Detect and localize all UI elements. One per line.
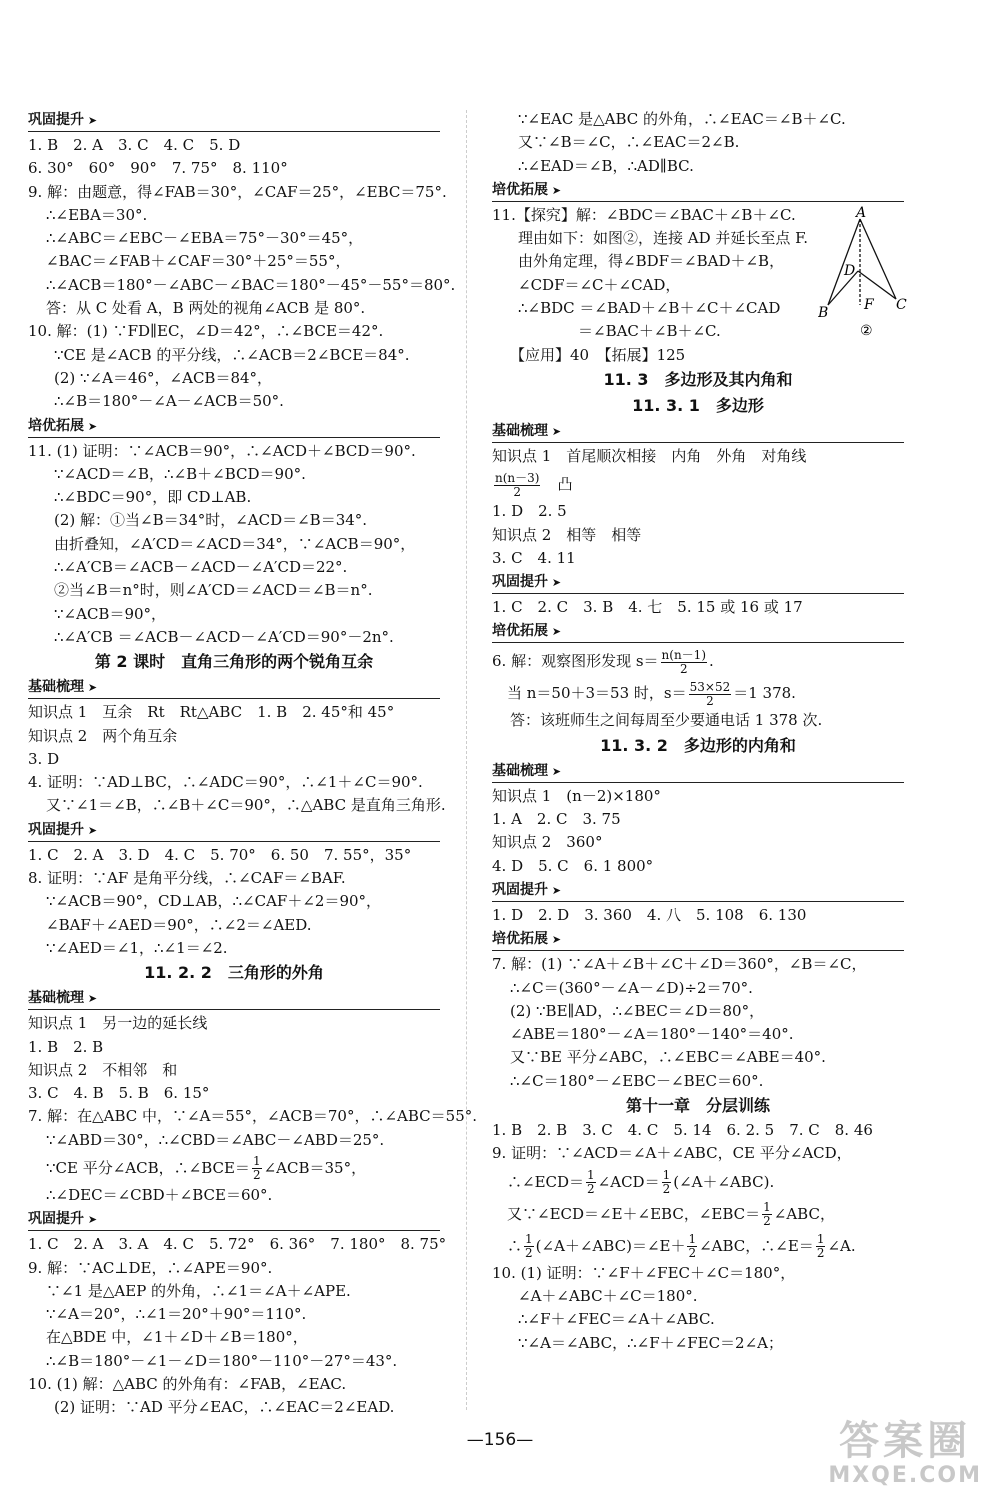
label-a: A: [856, 205, 867, 221]
section-header: 培优拓展 ➤: [492, 180, 904, 202]
text-segment: 凸: [542, 475, 573, 494]
label-d: D: [844, 263, 856, 279]
numerator: 1: [688, 1232, 697, 1247]
fraction: [762, 1201, 772, 1228]
page-number: —156—: [466, 1430, 534, 1450]
answer-line: 又∵BE 平分∠ABC，∴∠EBC＝∠ABE＝40°.: [510, 1048, 826, 1067]
answer-line: 11. (1) 证明：∵∠ACB＝90°，∴∠ACD＋∠BCD＝90°.: [28, 441, 416, 460]
answer-line: 9. 解：∵AC⊥DE，∴∠APE＝90°.: [28, 1258, 273, 1277]
answer-line: (2) 解：①当∠B＝34°时，∠ACD＝∠B＝34°.: [54, 511, 368, 530]
text-segment: ∵CE 平分∠ACB，∴∠BCE＝: [46, 1158, 250, 1177]
answer-line: ∴∠ABC＝∠EBC－∠EBA＝75°－30°＝45°，: [46, 229, 364, 248]
answer-line: 10. 解：(1) ∵FD∥EC，∠D＝42°，∴∠BCE＝42°.: [28, 322, 384, 341]
numerator: 53×52: [689, 679, 731, 694]
text-segment: 又∵∠ECD＝∠E＋∠EBC，∠EBC＝: [492, 1204, 761, 1223]
section-header: 基础梳理 ➤: [492, 761, 904, 783]
watermark: [828, 1419, 982, 1488]
text-segment: 当 n＝50＋3＝53 时，s＝: [492, 684, 687, 703]
answer-line: 3. D: [28, 749, 60, 768]
section-header: 基础梳理 ➤: [28, 677, 440, 699]
answer-line: ∴∠ACB＝180°－∠ABC－∠BAC＝180°－45°－55°＝80°.: [46, 275, 456, 294]
answer-line: ∴∠BDC＝90°，即 CD⊥AB.: [54, 488, 252, 507]
section-header: 巩固提升 ➤: [492, 572, 904, 594]
answer-line: ＝∠BAC＋∠B＋∠C.: [518, 322, 721, 341]
label-f: F: [864, 297, 874, 313]
numerator: 1: [763, 1200, 771, 1215]
answer-line: [492, 677, 904, 709]
answer-line: 1. D 2. 5: [492, 502, 567, 521]
answer-line: 3. C 4. B 5. B 6. 15°: [28, 1084, 210, 1103]
answer-line: (2) 证明：∵AD 平分∠EAC，∴∠EAC＝2∠EAD.: [54, 1398, 395, 1417]
answer-line: ∴∠F＋∠FEC＝∠A＋∠ABC.: [518, 1310, 715, 1329]
label-figure-number: ②: [860, 323, 873, 339]
answer-line: ∵∠ACB＝90°，CD⊥AB，∴∠CAF＋∠2＝90°，: [46, 892, 382, 911]
answer-line: 9. 解：由题意，得∠FAB＝30°，∠CAF＝25°，∠EBC＝75°.: [28, 182, 447, 201]
answer-line: 10. (1) 解：△ABC 的外角有：∠FAB，∠EAC.: [28, 1375, 347, 1394]
denominator: 2: [587, 1182, 595, 1197]
answer-line: 知识点 2 360°: [492, 833, 603, 852]
answer-line: ∵∠A＝20°，∴∠1＝20°＋90°＝110°.: [46, 1305, 307, 1324]
answer-line: 知识点 2 不相邻 和: [28, 1060, 178, 1079]
answer-line: [492, 645, 904, 677]
section-header: 巩固提升 ➤: [28, 110, 440, 132]
answer-line: 知识点 2 两个角互余: [28, 726, 178, 745]
numerator: n(n－3): [495, 470, 540, 485]
answer-line: [492, 1166, 904, 1198]
section-header: 基础梳理 ➤: [492, 421, 904, 443]
fraction: [252, 1155, 262, 1182]
answer-line: 由外角定理，得∠BDF＝∠BAD＋∠B，: [518, 252, 785, 271]
numerator: 1: [662, 1168, 671, 1183]
answer-line: 在△BDE 中，∠1＋∠D＋∠B＝180°，: [46, 1328, 308, 1347]
answer-line: ∠BAC＝∠FAB＋∠CAF＝30°＋25°＝55°，: [46, 252, 351, 271]
answer-line: 1. C 2. C 3. B 4. 七 5. 15 或 16 或 17: [492, 598, 803, 617]
text-segment: ∠ABC，: [773, 1204, 835, 1223]
answer-line: ∵∠ACB＝90°，: [54, 604, 167, 623]
text-segment: ＝1 378.: [733, 684, 796, 703]
answer-line: ∵∠AED＝∠1，∴∠1＝∠2.: [46, 938, 228, 957]
answer-line: [492, 468, 904, 500]
answer-line: [492, 1230, 904, 1262]
answer-line: ∠ABE＝180°－∠A＝180°－140°＝40°.: [510, 1025, 794, 1044]
answer-line: 理由如下：如图②，连接 AD 并延长至点 F.: [518, 229, 809, 248]
text-segment: ∠ACD＝: [597, 1172, 660, 1191]
answer-line: 知识点 1 另一边的延长线: [28, 1014, 208, 1033]
answer-line: ∴∠BDC ＝∠BAD＋∠B＋∠C＋∠CAD: [518, 299, 781, 318]
section-header: 巩固提升 ➤: [28, 820, 440, 842]
fraction: [816, 1233, 826, 1260]
answer-line: 6. 30° 60° 90° 7. 75° 8. 110°: [28, 159, 288, 178]
answer-line: 8. 证明：∵AF 是角平分线，∴∠CAF＝∠BAF.: [28, 869, 346, 888]
denominator: 2: [662, 1182, 671, 1197]
answer-line: ∴∠EAD＝∠B，∴AD∥BC.: [518, 156, 694, 175]
fraction: [687, 1233, 697, 1260]
answer-line: 又∵∠1＝∠B，∴∠B＋∠C＝90°，∴△ABC 是直角三角形.: [46, 796, 446, 815]
fraction: [524, 1233, 534, 1260]
answer-line: (2) ∵∠A＝46°，∠ACB＝84°，: [54, 368, 273, 387]
lesson-title: 第十一章 分层训练: [625, 1096, 770, 1116]
fraction: [494, 472, 540, 499]
section-header: 基础梳理 ➤: [28, 988, 440, 1010]
text-segment: ∠A.: [827, 1236, 856, 1255]
answer-line: ∠A＋∠ABC＋∠C＝180°.: [518, 1286, 698, 1305]
answer-line: ∴∠EBA＝30°.: [46, 205, 148, 224]
lesson-title: 11. 3. 2 多边形的内角和: [600, 735, 796, 755]
answer-line: 知识点 1 互余 Rt Rt△ABC 1. B 2. 45°和 45°: [28, 703, 395, 722]
text-segment: ∠ACB＝35°，: [263, 1158, 367, 1177]
section-header: 巩固提升 ➤: [28, 1209, 440, 1231]
text-segment: 6. 解：观察图形发现 s＝: [492, 652, 659, 671]
section-header: 培优拓展 ➤: [492, 621, 904, 643]
answer-line: ∴∠C＝(360°－∠A－∠D)÷2＝70°.: [510, 978, 753, 997]
numerator: 1: [587, 1168, 595, 1183]
answer-line: ∵∠ABD＝30°，∴∠CBD＝∠ABC－∠ABD＝25°.: [46, 1130, 385, 1149]
numerator: 1: [525, 1232, 533, 1247]
answer-line: 知识点 1 (n－2)×180°: [492, 786, 661, 805]
answer-line: [28, 1152, 440, 1184]
label-c: C: [896, 297, 907, 313]
fraction: [689, 681, 732, 708]
answer-line: 10. (1) 证明：∵∠F＋∠FEC＋∠C＝180°，: [492, 1263, 796, 1282]
section-header: 培优拓展 ➤: [28, 416, 440, 438]
denominator: 2: [679, 661, 688, 676]
label-b: B: [818, 305, 829, 321]
answer-line: ∴∠DEC＝∠CBD＋∠BCE＝60°.: [46, 1185, 273, 1204]
answer-line: ∴∠A′CB ＝∠ACB－∠ACD－∠A′CD＝90°－2n°.: [54, 627, 394, 646]
answer-line: 1. B 2. B 3. C 4. C 5. 14 6. 2. 5 7. C 8. 46: [492, 1121, 873, 1140]
answer-line: 1. C 2. A 3. A 4. C 5. 72° 6. 36° 7. 180° 8. 75°: [28, 1235, 447, 1254]
answer-line: 1. B 2. A 3. C 4. C 5. D: [28, 136, 241, 154]
text-segment: .: [709, 652, 714, 671]
denominator: 2: [688, 1246, 697, 1261]
denominator: 2: [252, 1168, 261, 1183]
section-header: 培优拓展 ➤: [492, 929, 904, 951]
watermark-url: MXQE.COM: [828, 1463, 982, 1488]
numerator: 1: [252, 1154, 261, 1169]
answer-line: 3. C 4. 11: [492, 548, 576, 567]
lesson-title: 第 2 课时 直角三角形的两个锐角互余: [94, 652, 374, 672]
column-divider: [466, 110, 467, 1410]
answer-line: (2) ∵BE∥AD，∴∠BEC＝∠D＝80°，: [510, 1001, 765, 1020]
answer-line: ∵∠A＝∠ABC，∴∠F＋∠FEC＝2∠A；: [518, 1333, 783, 1352]
text-segment: (∠A＋∠ABC).: [673, 1172, 775, 1191]
triangle-figure: [818, 205, 908, 355]
answer-line: 又∵∠B＝∠C，∴∠EAC＝2∠B.: [518, 133, 740, 152]
numerator: 1: [816, 1232, 825, 1247]
answer-line: ∴∠A′CB＝∠ACB－∠ACD－∠A′CD＝22°.: [54, 558, 348, 577]
denominator: 2: [525, 1246, 533, 1261]
lesson-title: 11. 2. 2 三角形的外角: [144, 963, 324, 983]
answer-line: ∵∠ACD＝∠B，∴∠B＋∠BCD＝90°.: [54, 464, 306, 483]
answer-line: 【应用】40 【拓展】125: [510, 345, 686, 364]
answer-line: ∵∠1 是△AEP 的外角，∴∠1＝∠A＋∠APE.: [46, 1281, 351, 1300]
fraction: [661, 649, 707, 676]
answer-line: 11.【探究】解：∠BDC＝∠BAC＋∠B＋∠C.: [492, 205, 796, 224]
text-segment: ∴∠ECD＝: [492, 1172, 585, 1191]
answer-line: ②当∠B＝n°时，则∠A′CD＝∠ACD＝∠B＝n°.: [54, 581, 373, 600]
answer-line: 7. 解：在△ABC 中，∵∠A＝55°，∠ACB＝70°，∴∠ABC＝55°.: [28, 1107, 478, 1126]
answer-line: ∴∠C＝180°－∠EBC－∠BEC＝60°.: [510, 1071, 764, 1090]
edge-ab: [828, 219, 860, 305]
answer-line: 4. 证明：∵AD⊥BC，∴∠ADC＝90°，∴∠1＋∠C＝90°.: [28, 773, 423, 792]
answer-line: ∠BAF＋∠AED＝90°，∴∠2＝∠AED.: [46, 915, 312, 934]
denominator: 2: [706, 693, 714, 708]
answer-line: 答：从 C 处看 A，B 两处的视角∠ACB 是 80°.: [46, 299, 366, 318]
answer-line: ∠CDF＝∠C＋∠CAD，: [518, 275, 681, 294]
answer-line: ∵∠EAC 是△ABC 的外角，∴∠EAC＝∠B＋∠C.: [518, 110, 846, 128]
answer-line: ∵CE 是∠ACB 的平分线，∴∠ACB＝2∠BCE＝84°.: [54, 345, 410, 364]
lesson-title: 11. 3 多边形及其内角和: [603, 369, 793, 389]
text-segment: ∠ABC，∴∠E＝: [699, 1236, 814, 1255]
answer-line: 1. B 2. B: [28, 1037, 104, 1056]
answer-line: ∴∠B＝180°－∠A－∠ACB＝50°.: [54, 392, 284, 411]
answer-line: 1. A 2. C 3. 75: [492, 810, 621, 829]
answer-line: 4. D 5. C 6. 1 800°: [492, 856, 654, 875]
answer-line: 知识点 2 相等 相等: [492, 525, 642, 544]
section-header: 巩固提升 ➤: [492, 880, 904, 902]
denominator: 2: [513, 484, 522, 499]
denominator: 2: [816, 1246, 825, 1261]
answer-line: 7. 解：(1) ∵∠A＋∠B＋∠C＋∠D＝360°，∠B＝∠C，: [492, 955, 867, 974]
watermark-logo: 答案圈: [839, 1418, 972, 1464]
numerator: n(n－1): [661, 647, 707, 662]
answer-line: 由折叠知，∠A′CD＝∠ACD＝34°，∵∠ACB＝90°，: [54, 534, 416, 553]
answer-line: 知识点 1 首尾顺次相接 内角 外角 对角线: [492, 446, 807, 465]
edge-ac: [860, 219, 896, 299]
fraction: [662, 1169, 672, 1196]
answer-line: 答：该班师生之间每周至少要通电话 1 378 次.: [510, 711, 823, 730]
answer-line: ∴∠B＝180°－∠1－∠D＝180°－110°－27°＝43°.: [46, 1351, 398, 1370]
answer-line: 9. 证明：∵∠ACD＝∠A＋∠ABC，CE 平分∠ACD，: [492, 1144, 852, 1163]
text-segment: (∠A＋∠ABC)＝∠E＋: [535, 1236, 686, 1255]
answer-line: 1. D 2. D 3. 360 4. 八 5. 108 6. 130: [492, 905, 807, 924]
answer-line: [492, 1198, 904, 1230]
answer-line: 1. C 2. A 3. D 4. C 5. 70° 6. 50 7. 55°，35°: [28, 845, 412, 864]
lesson-title: 11. 3. 1 多边形: [632, 395, 764, 415]
text-segment: ∴: [492, 1236, 523, 1255]
denominator: 2: [763, 1214, 771, 1229]
left-column: [28, 108, 478, 1420]
fraction: [586, 1169, 596, 1196]
